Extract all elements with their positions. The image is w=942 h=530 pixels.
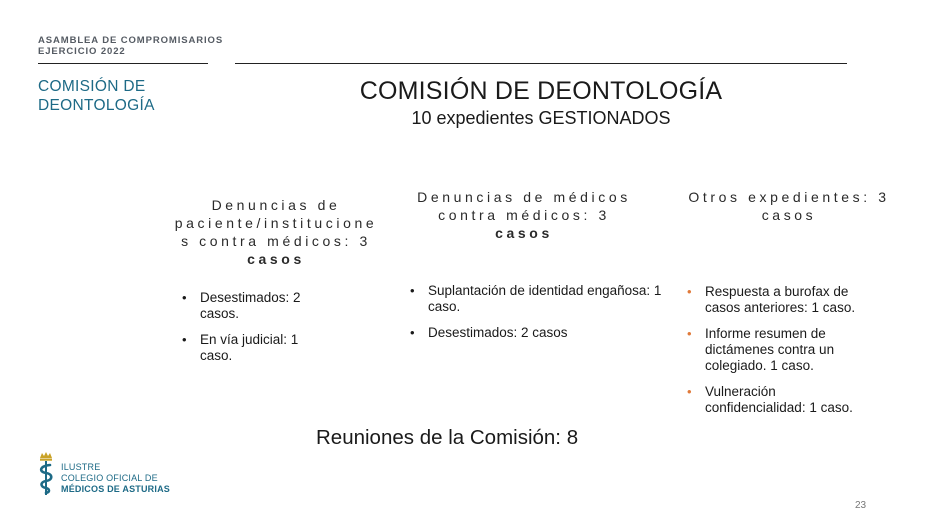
column-3-heading-line: casos xyxy=(761,207,817,223)
list-item-text: Vulneración confidencialidad: 1 caso. xyxy=(705,384,853,415)
list-item xyxy=(180,290,330,322)
section-side-title xyxy=(38,77,155,115)
list-item-text: Desestimados: 2 casos xyxy=(428,325,568,340)
slide-title: COMISIÓN DE DEONTOLOGÍA xyxy=(359,77,723,105)
college-logo-text xyxy=(61,462,170,495)
column-1-heading-line: Denuncias de xyxy=(211,197,341,213)
side-title-line2: DEONTOLOGÍA xyxy=(38,97,155,114)
slide-subtitle: 10 expedientes GESTIONADOS xyxy=(411,108,671,128)
bullet-icon: • xyxy=(182,332,187,347)
bullet-icon: • xyxy=(687,384,692,399)
column-1-heading-line: paciente/institucione xyxy=(174,215,378,231)
list-item xyxy=(685,284,875,316)
logo-text-line3: MÉDICOS DE ASTURIAS xyxy=(61,484,170,494)
column-2-heading-line: Denuncias de médicos xyxy=(417,189,631,205)
column-3-heading-line: Otros expedientes: 3 xyxy=(688,189,890,205)
column-3-heading xyxy=(680,188,898,224)
meetings-count: Reuniones de la Comisión: 8 xyxy=(316,426,579,449)
assembly-header-line2: EJERCICIO 2022 xyxy=(38,46,126,57)
header-rule-left xyxy=(38,63,208,64)
assembly-header xyxy=(38,35,223,57)
list-item xyxy=(408,325,673,341)
college-logo-icon xyxy=(37,450,55,501)
list-item-text: Suplantación de identidad engañosa: 1 caso. xyxy=(428,283,662,314)
list-item-text: Desestimados: 2 casos. xyxy=(200,290,301,321)
column-1-list xyxy=(180,290,330,374)
column-3-list xyxy=(685,284,875,426)
side-title-line1: COMISIÓN DE xyxy=(38,78,146,95)
column-2-heading-line: casos xyxy=(495,225,553,241)
list-item xyxy=(180,332,330,364)
column-2-list xyxy=(408,283,673,351)
list-item-text: En vía judicial: 1 caso. xyxy=(200,332,299,363)
column-2-heading xyxy=(408,188,640,242)
list-item xyxy=(408,283,673,315)
list-item xyxy=(685,326,875,374)
bullet-icon: • xyxy=(410,325,415,340)
list-item-text: Respuesta a burofax de casos anteriores: 1 caso. xyxy=(705,284,856,315)
list-item xyxy=(685,384,875,416)
column-2-heading-line: contra médicos: 3 xyxy=(438,207,610,223)
bullet-icon: • xyxy=(182,290,187,305)
bullet-icon: • xyxy=(687,326,692,341)
assembly-header-line1: ASAMBLEA DE COMPROMISARIOS xyxy=(38,35,224,46)
header-rule-right xyxy=(235,63,847,64)
logo-text-line1: ILUSTRE xyxy=(61,462,101,472)
column-1-heading xyxy=(170,196,382,268)
column-1-heading-line: casos xyxy=(247,251,305,267)
logo-text-line2: COLEGIO OFICIAL DE xyxy=(61,473,158,483)
bullet-icon: • xyxy=(687,284,692,299)
bullet-icon: • xyxy=(410,283,415,298)
column-1-heading-line: s contra médicos: 3 xyxy=(181,233,371,249)
page-number: 23 xyxy=(855,500,867,511)
list-item-text: Informe resumen de dictámenes contra un colegiado. 1 caso. xyxy=(705,326,835,373)
